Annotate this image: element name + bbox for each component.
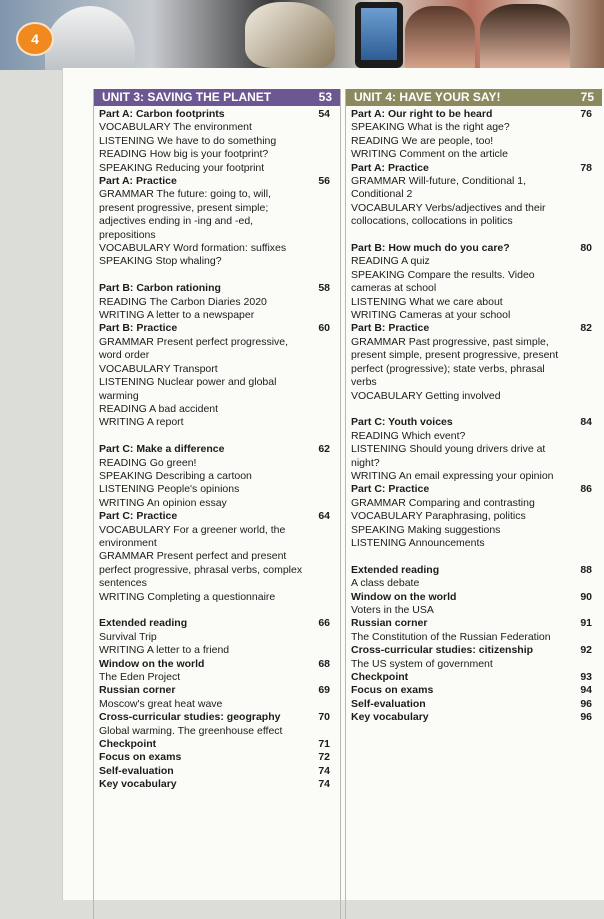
section-item [351,604,602,617]
entry-text: Part C: Practice [351,483,430,496]
section-item [351,443,602,470]
section-heading [351,564,602,577]
section-heading [99,778,340,791]
entry-text: Extended reading [99,617,188,630]
entry-text: VOCABULARY Transport [99,362,218,375]
entry-text: Moscow's great heat wave [99,697,223,710]
section-item [99,470,340,483]
entry-text: VOCABULARY Verbs/adjectives and their collocations, collocations in politics [351,201,546,228]
unit-header [346,89,602,106]
section-heading [351,591,602,604]
entry-text: LISTENING Should young drivers drive at night? [351,443,546,469]
section-item [351,537,602,550]
section-item [351,135,602,148]
section-heading [99,282,340,295]
section-item [351,296,602,309]
entry-text: Part C: Practice [99,510,178,523]
entry-text: LISTENING Announcements [351,536,485,549]
entry-text: GRAMMAR The future: going to, will, present progressive, present simple; adjectives ending in -ing and -ed, prepositions [99,188,271,241]
entry-page-number: 96 [580,711,592,724]
entry-page-number: 54 [318,108,330,120]
eagle-image [245,2,335,68]
section-item [351,121,602,134]
section-item [351,524,602,537]
entry-text: Part A: Carbon footprints [99,108,225,120]
entry-text: Part B: Carbon rationing [99,282,221,295]
unit-page-number: 53 [318,90,332,104]
section-heading [99,175,340,188]
section-item [351,202,602,229]
entry-text: GRAMMAR Present perfect and present perfect progressive, phrasal verbs, complex sentences [99,550,303,590]
section-item [351,497,602,510]
entry-text: Voters in the USA [351,603,434,616]
section-heading [99,108,340,121]
section-item [351,470,602,483]
entry-page-number: 69 [318,684,330,697]
entry-text: WRITING Cameras at your school [351,309,511,322]
entry-page-number: 96 [580,697,592,710]
section-item [99,497,340,510]
entry-text: Key vocabulary [351,711,429,724]
section-heading [99,684,340,697]
entry-text: WRITING A letter to a friend [99,644,230,657]
unit-title: UNIT 3: SAVING THE PLANET [102,90,272,104]
section-heading [351,684,602,697]
section-item [351,255,602,268]
section-item [99,550,340,590]
entry-text: VOCABULARY For a greener world, the environment [99,523,286,549]
entry-text: READING A bad accident [99,402,219,415]
entry-text: READING The Carbon Diaries 2020 [99,295,267,308]
section-item [351,309,602,322]
entry-text: WRITING A report [99,416,184,429]
entry-text: READING How big is your footprint? [99,148,269,161]
contents-page [62,68,604,900]
entry-text: READING We are people, too! [351,134,494,147]
entry-text: Checkpoint [99,738,157,751]
capitol-dome-image [45,6,135,70]
contents-list [346,108,602,725]
spacer [351,403,602,416]
section-item [99,188,340,242]
entry-text: Cross-curricular studies: citizenship [351,644,534,657]
entry-page-number: 78 [580,161,592,174]
section-heading [99,322,340,335]
section-item [351,430,602,443]
unit-4-column [345,89,602,919]
entry-page-number: 80 [580,242,592,255]
section-item [351,390,602,403]
entry-text: GRAMMAR Will-future, Conditional 1, Conditional 2 [351,175,527,201]
entry-text: Part B: Practice [99,322,178,335]
entry-page-number: 62 [318,443,330,456]
entry-text: VOCABULARY Paraphrasing, politics [351,510,526,523]
section-heading [351,711,602,724]
entry-page-number: 88 [580,563,592,576]
section-item [99,644,340,657]
entry-text: LISTENING People's opinions [99,483,240,496]
spacer [99,430,340,443]
unit-3-column [93,89,341,919]
entry-text: Part A: Practice [351,161,429,174]
section-item [99,242,340,255]
entry-text: VOCABULARY Word formation: suffixes [99,242,287,255]
entry-text: WRITING An opinion essay [99,496,227,509]
entry-page-number: 86 [580,483,592,496]
page-number-badge: 4 [16,22,54,56]
section-item [99,403,340,416]
section-item [99,162,340,175]
entry-text: LISTENING What we care about [351,295,503,308]
entry-page-number: 91 [580,617,592,630]
entry-text: Part A: Practice [99,175,177,188]
section-heading [351,162,602,175]
section-heading [99,765,340,778]
entry-page-number: 90 [580,590,592,603]
entry-page-number: 74 [318,778,330,791]
entry-page-number: 74 [318,764,330,777]
section-item [99,725,340,738]
section-heading [351,108,602,121]
entry-text: LISTENING We have to do something [99,134,277,147]
entry-text: SPEAKING Stop whaling? [99,255,222,268]
section-heading [351,242,602,255]
section-item [351,269,602,296]
section-item [99,309,340,322]
entry-page-number: 70 [318,711,330,724]
student-photo [405,6,475,70]
section-item [99,457,340,470]
entry-text: Focus on exams [351,684,434,697]
entry-page-number: 58 [318,282,330,295]
entry-text: Extended reading [351,563,440,576]
entry-text: Focus on exams [99,751,182,764]
entry-text: SPEAKING Describing a cartoon [99,469,252,482]
entry-page-number: 71 [318,738,330,751]
section-item [99,524,340,551]
section-heading [351,617,602,630]
entry-page-number: 94 [580,684,592,697]
section-heading [99,658,340,671]
entry-page-number: 92 [580,644,592,657]
spacer [351,550,602,563]
entry-text: VOCABULARY Getting involved [351,389,501,402]
entry-text: SPEAKING What is the right age? [351,121,510,134]
entry-text: Self-evaluation [99,764,174,777]
entry-page-number: 68 [318,657,330,670]
spacer [99,604,340,617]
section-heading [351,698,602,711]
entry-page-number: 66 [318,617,330,630]
entry-page-number: 82 [580,322,592,335]
entry-text: Survival Trip [99,630,157,643]
entry-text: READING Which event? [351,429,466,442]
entry-text: Key vocabulary [99,778,177,791]
entry-text: Part C: Youth voices [351,416,453,429]
entry-text: GRAMMAR Present perfect progressive, word order [99,335,289,362]
unit-title: UNIT 4: HAVE YOUR SAY! [354,90,501,104]
entry-text: Window on the world [351,590,457,603]
entry-text: Cross-curricular studies: geography [99,711,281,724]
entry-text: Part B: Practice [351,322,430,335]
section-heading [351,416,602,429]
entry-page-number: 56 [318,175,330,188]
section-heading [99,617,340,630]
section-item [99,376,340,403]
entry-text: Russian corner [99,684,176,697]
entry-page-number: 64 [318,510,330,523]
section-item [99,416,340,429]
section-item [351,336,602,390]
unit-header [94,89,340,106]
entry-page-number: 72 [318,751,330,764]
section-heading [99,510,340,523]
entry-text: A class debate [351,577,420,590]
entry-text: The Constitution of the Russian Federation [351,630,551,643]
section-heading [99,738,340,751]
entry-text: SPEAKING Reducing your footprint [99,161,265,174]
section-item [351,658,602,671]
section-item [351,631,602,644]
section-heading [99,751,340,764]
entry-text: WRITING A letter to a newspaper [99,309,255,322]
entry-text: Global warming. The greenhouse effect [99,724,283,737]
entry-text: LISTENING Nuclear power and global warming [99,376,277,402]
section-item [351,175,602,202]
entry-text: Part A: Our right to be heard [351,108,493,120]
entry-text: WRITING Comment on the article [351,148,508,161]
entry-text: READING Go green! [99,456,197,469]
entry-text: VOCABULARY The environment [99,121,252,134]
entry-text: SPEAKING Making suggestions [351,523,501,536]
section-heading [99,443,340,456]
entry-text: Part C: Make a difference [99,443,225,456]
entry-text: GRAMMAR Comparing and contrasting [351,496,535,509]
entry-text: Self-evaluation [351,697,426,710]
section-heading [351,483,602,496]
entry-text: The Eden Project [99,671,181,684]
unit-page-number: 75 [580,90,594,104]
entry-text: GRAMMAR Past progressive, past simple, present simple, present progressive, present perfect (progressive); state verbs, phrasal verbs [351,335,559,389]
section-item [99,135,340,148]
entry-text: SPEAKING Compare the results. Video cameras at school [351,268,535,295]
student-photo [480,4,570,70]
section-item [99,336,340,363]
entry-text: Part B: How much do you care? [351,242,510,255]
section-heading [351,644,602,657]
section-item [99,121,340,134]
header-photo-banner [0,0,604,70]
section-item [99,296,340,309]
entry-page-number: 60 [318,322,330,335]
entry-text: WRITING Completing a questionnaire [99,590,276,603]
section-heading [351,671,602,684]
spacer [351,229,602,242]
section-item [99,591,340,604]
section-item [99,698,340,711]
section-item [351,577,602,590]
section-item [351,148,602,161]
entry-text: WRITING An email expressing your opinion [351,469,554,482]
entry-text: Window on the world [99,657,205,670]
section-item [99,631,340,644]
section-item [99,483,340,496]
spacer [99,269,340,282]
entry-page-number: 84 [580,416,592,429]
entry-text: The US system of government [351,657,493,670]
entry-text: Russian corner [351,617,428,630]
section-heading [99,711,340,724]
section-item [99,671,340,684]
entry-page-number: 93 [580,671,592,684]
entry-text: Checkpoint [351,671,409,684]
section-item [99,363,340,376]
section-item [99,255,340,268]
section-item [99,148,340,161]
contents-list [94,108,340,792]
section-heading [351,322,602,335]
section-item [351,510,602,523]
mobile-phone-image [355,2,403,68]
entry-text: READING A quiz [351,255,430,268]
entry-page-number: 76 [580,108,592,120]
